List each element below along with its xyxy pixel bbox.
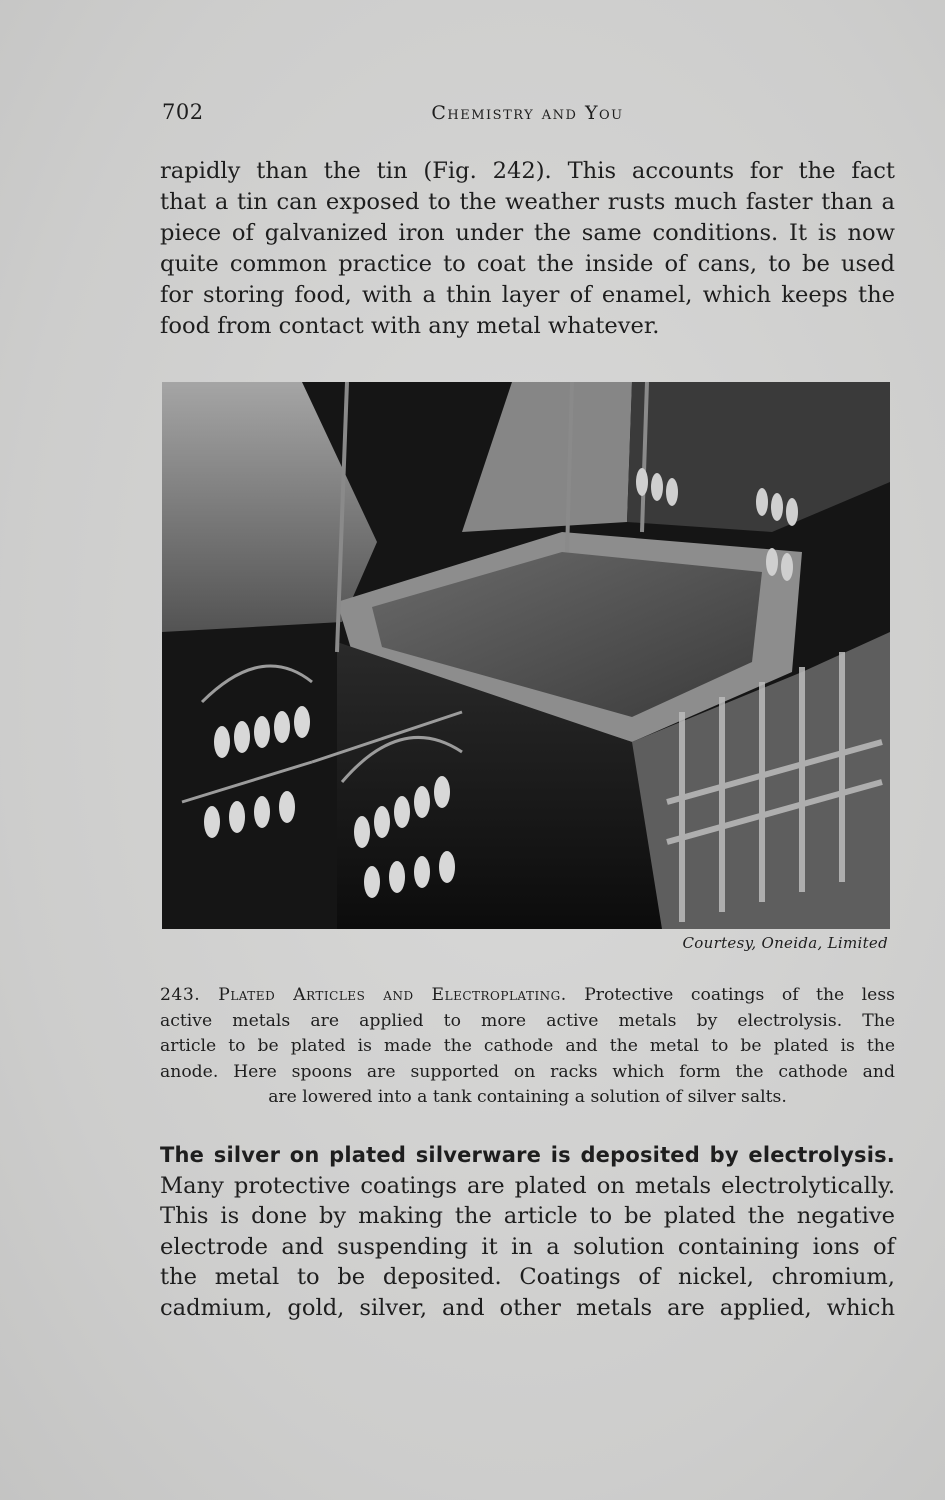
page-number: 702 (162, 100, 204, 124)
text-line: the metal to be deposited. Coatings of nickel, chromium, (160, 1264, 895, 1290)
electroplating-photo (162, 382, 890, 929)
page-header (160, 100, 895, 132)
text-line: for storing food, with a thin layer of enamel, which keeps the (160, 282, 895, 308)
running-title: Chemistry and You (431, 102, 624, 124)
caption-line: article to be plated is made the cathode and the metal to be plated is the (160, 1036, 895, 1056)
text-line: rapidly than the tin (Fig. 242). This accounts for the fact (160, 158, 895, 184)
text-line: quite common practice to coat the inside of cans, to be used (160, 251, 895, 277)
figure-label: 243. Plated Articles and Electroplating. (160, 985, 567, 1005)
text-line: electrode and suspending it in a solution containing ions of (160, 1233, 895, 1260)
text-line: Many protective coatings are plated on metals electrolytically. (160, 1172, 895, 1199)
caption-line: active metals are applied to more active metals by electrolysis. The (160, 1010, 895, 1031)
section-paragraph (160, 1140, 895, 1323)
text-line: piece of galvanized iron under the same conditions. It is now (160, 220, 895, 246)
caption-line: are lowered into a tank containing a solution of silver salts. (268, 1087, 787, 1107)
electroplating-tank-illustration (162, 382, 890, 929)
text-line: that a tin can exposed to the weather rusts much faster than a (160, 189, 895, 215)
section-heading: The silver on plated silverware is deposited by electrolysis. (160, 1143, 895, 1167)
text-line: food from contact with any metal whatever. (160, 313, 660, 339)
caption-line: 243. Plated Articles and Electroplating. Protective coatings of the less (160, 985, 895, 1005)
text-line: This is done by making the article to be plated the negative (160, 1203, 895, 1229)
figure-caption (160, 983, 895, 1111)
intro-paragraph (160, 156, 895, 342)
photo-credit: Courtesy, Oneida, Limited (682, 934, 888, 952)
text-line: cadmium, gold, silver, and other metals are applied, which (160, 1294, 895, 1321)
caption-line: anode. Here spoons are supported on racks which form the cathode and (160, 1061, 895, 1082)
